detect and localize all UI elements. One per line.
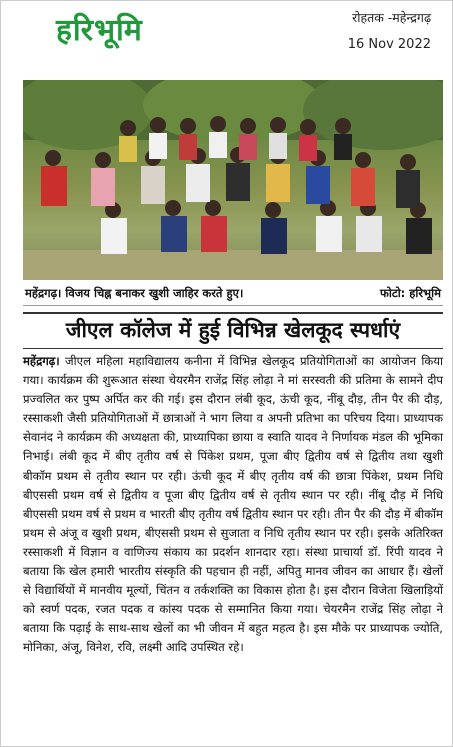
newspaper-logo: हरिभूमि bbox=[56, 13, 143, 48]
masthead bbox=[0, 0, 453, 62]
article-body-text: जीएल महिला महाविद्यालय कनीना में विभिन्न खेलकूद प्रतियोगिताओं का आयोजन किया गया। कार्यक्रम की शुरूआत संस्था चेयरमैन राजेंद्र सिंह लोढ़ा ने मां सरस्वती की प्रतिमा के सामने दीप प्रज्वलित कर पुष्प अर्पित कर की गई। इस दौरान लंबी कूद, ऊंची कूद, नींबू दौड़, तीन पैर की दौड़, रस्साकशी जैसी प्रतियोगिताओं में छात्राओं ने भाग लिया व अपनी प्रतिभा का परिचय दिया। प्राध्यापक सेवानंद ने कार्यक्रम की अध्यक्षता की, प्राध्यापिका छाया व स्वाति यादव ने निर्णायक मंडल की भूमिका निभाई। लंबी कूद में बीए तृतीय वर्ष से पिंकेश प्रथम, पूजा बीए द्वितीय वर्ष से द्वितीय तथा खुशी बीकॉम प्रथम से तृतीय स्थान पर रही। ऊंची कूद में बीए तृतीय वर्ष की छात्रा पिंकेश, प्रथम निधि बीएससी प्रथम वर्ष से द्वितीय व पूजा बीए द्वितीय वर्ष से तृतीय स्थान पर रही। नींबू दौड़ में निधि बीएससी प्रथम वर्ष से प्रथम व भारती बीए तृतीय वर्ष द्वितीय स्थान पर रही। तीन पैर की दौड़ में बीकॉम प्रथम से अंजू व खुशी प्रथम, बीएससी प्रथम से सुजाता व निधि तृतीय स्थान पर रही। इसके अतिरिक्त रस्साकशी में विज्ञान व वाणिज्य संकाय का प्रदर्शन शानदार रहा। संस्था प्राचार्या डॉ. रिंपी यादव ने बताया कि खेल हमारी भारतीय संस्कृति की पहचान ही नहीं, अपितु मानव जीवन का आधार हैं। खेलों से विद्यार्थियों में मानवीय मूल्यों, चिंतन व तर्कशक्ति का विकास होता है। इस दौरान विजेता खिलाड़ियों को स्वर्ण पदक, रजत पदक व कांस्य पदक से सम्मानित किया गया। चेयरमैन राजेंद्र सिंह लोढ़ा ने बताया कि पढ़ाई के साथ-साथ खेलों का भी जीवन में बहुत महत्व है। इस मौके पर प्राध्यापक ज्योति, मोनिका, अंजू, विनेश, रवि, लक्ष्मी आदि उपस्थित रहे। bbox=[23, 354, 444, 655]
edition-label: रोहतक -महेन्द्रगढ़ bbox=[352, 10, 431, 25]
photo-caption-bar bbox=[23, 283, 443, 306]
publication-date: 16 Nov 2022 bbox=[347, 37, 431, 52]
article-headline-box bbox=[23, 312, 443, 349]
article-body bbox=[23, 352, 443, 732]
group-photo-illustration bbox=[23, 80, 443, 280]
photo-credit: फोटो: हरिभूमि bbox=[380, 286, 441, 300]
article-dateline: महेंद्रगढ़। bbox=[23, 354, 60, 368]
group-photo bbox=[23, 80, 443, 280]
photo-caption: महेंद्रगढ़। विजय चिह्न बनाकर खुशी जाहिर करते हुए। bbox=[25, 286, 244, 300]
article-headline: जीएल कॉलेज में हुई विभिन्न खेलकूद स्पर्धाएं bbox=[65, 318, 401, 342]
